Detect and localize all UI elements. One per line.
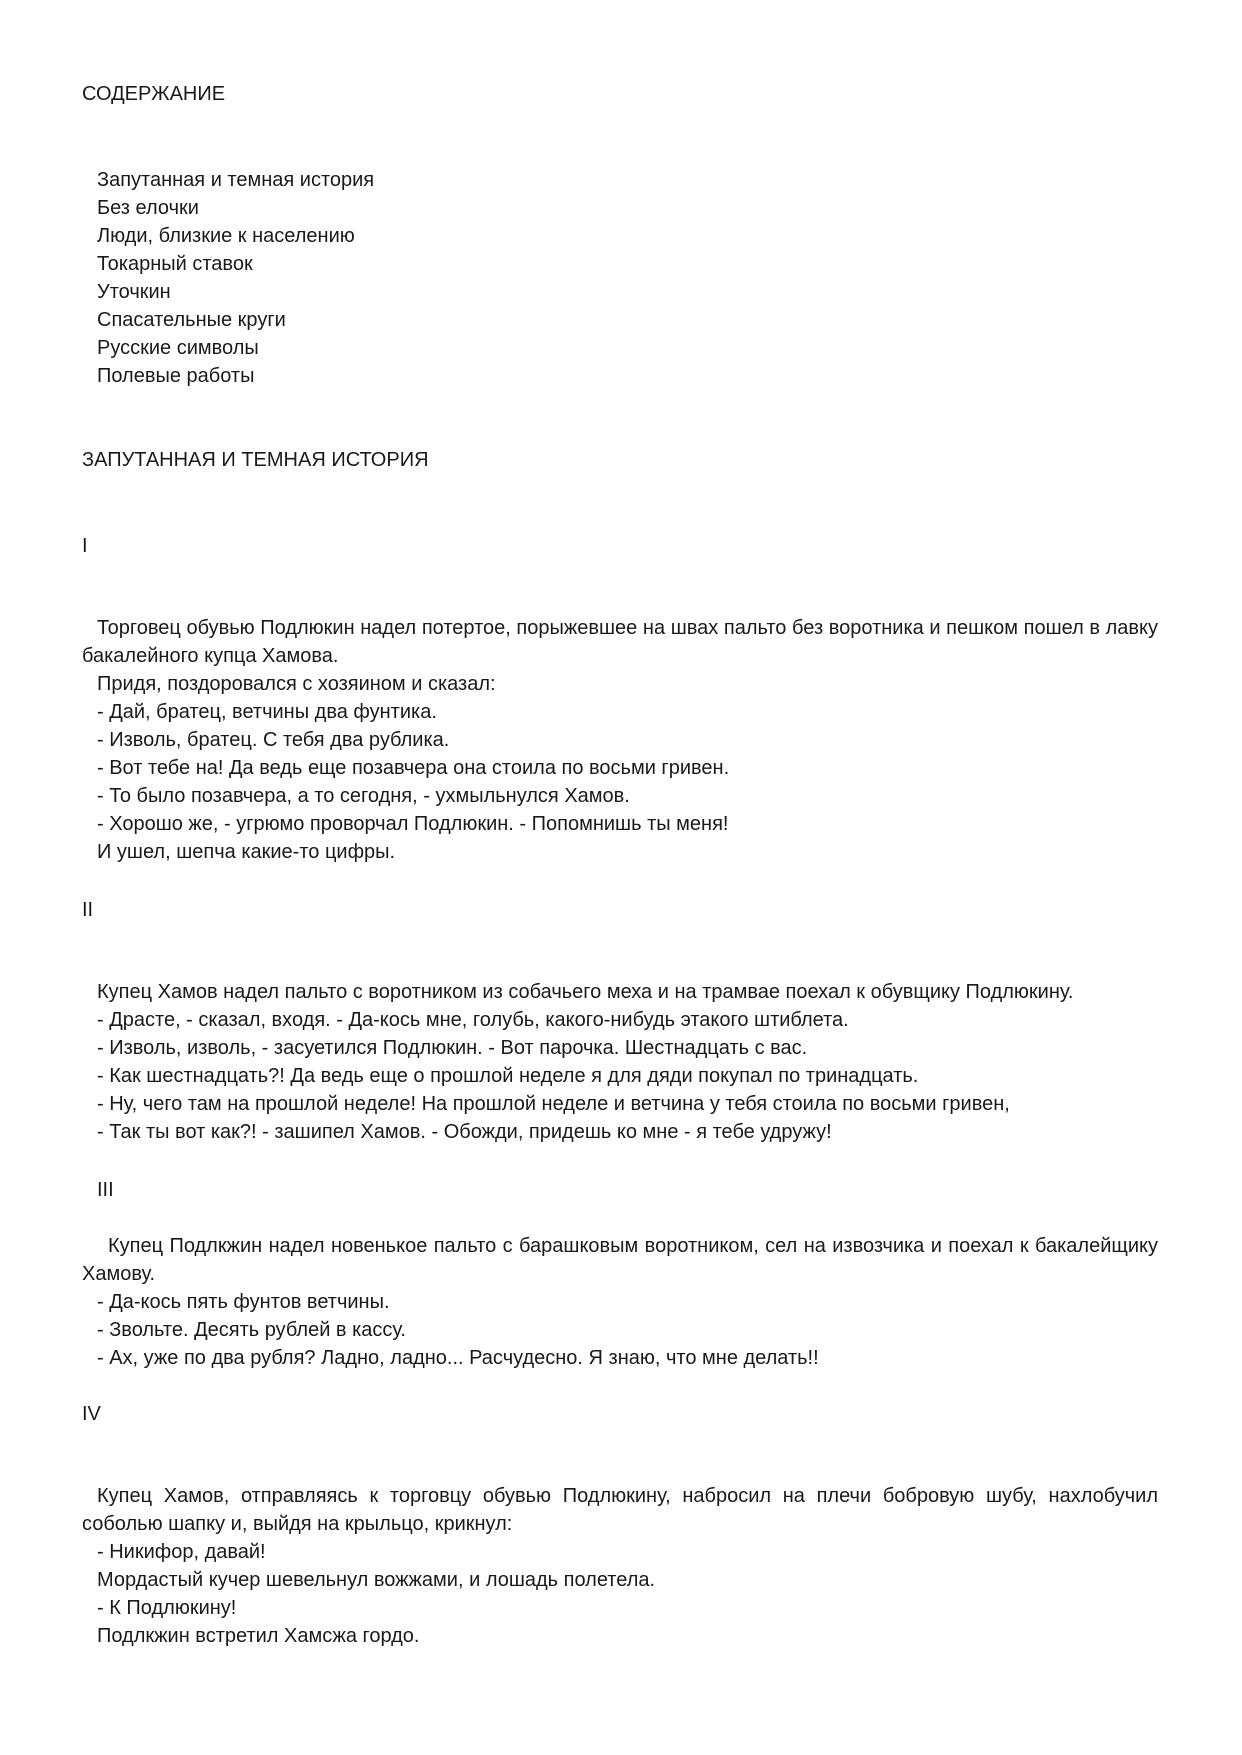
section-numeral-3: III [97, 1179, 114, 1201]
section-4-line-2: Мордастый кучер шевельнул вожжами, и лошадь полетела. [97, 1569, 656, 1591]
section-1-paragraph: Торговец обувью Подлюкин надел потертое, порыжевшее на швах пальто без воротника и пешком пошел в лавку бакалейного купца Хамова. [82, 617, 1158, 667]
toc-item-3: Люди, близкие к населению [97, 225, 355, 247]
section-1-line-4: - Вот тебе на! Да ведь еще позавчера она стоила по восьми гривен. [97, 757, 730, 779]
section-1-line-7: И ушел, шепча какие-то цифры. [97, 841, 396, 863]
story-title: ЗАПУТАННАЯ И ТЕМНАЯ ИСТОРИЯ [82, 449, 429, 471]
section-1-line-6: - Хорошо же, - угрюмо проворчал Подлюкин. - Попомнишь ты меня! [97, 813, 729, 835]
section-3-paragraph: Купец Подлкжин надел новенькое пальто с барашковым воротником, сел на извозчика и поехал к бакалейщику Хамову. [82, 1235, 1158, 1285]
toc-item-7: Русские символы [97, 337, 259, 359]
toc-item-8: Полевые работы [97, 365, 255, 387]
section-4-paragraph: Купец Хамов, отправляясь к торговцу обувью Подлюкину, набросил на плечи бобровую шубу, нахлобучил соболью шапку и, выйдя на крыльцо, крикнул: [82, 1485, 1158, 1535]
section-4-line-3: - К Подлюкину! [97, 1597, 237, 1619]
section-numeral-1: I [82, 535, 88, 557]
section-2-line-4: - Как шестнадцать?! Да ведь еще о прошлой неделе я для дяди покупал по тринадцать. [97, 1065, 919, 1087]
toc-item-2: Без елочки [97, 197, 199, 219]
section-2-line-1: Купец Хамов надел пальто с воротником из собачьего меха и на трамвае поехал к обувщику Подлюкину. [97, 981, 1074, 1003]
section-3-line-3: - Ах, уже по два рубля? Ладно, ладно... Расчудесно. Я знаю, что мне делать!! [97, 1347, 819, 1369]
toc-item-1: Запутанная и темная история [97, 169, 375, 191]
section-4-line-1: - Никифор, давай! [97, 1541, 266, 1563]
section-1-line-5: - То было позавчера, а то сегодня, - ухмыльнулся Хамов. [97, 785, 630, 807]
section-1-line-2: - Дай, братец, ветчины два фунтика. [97, 701, 437, 723]
section-1-line-1: Придя, поздоровался с хозяином и сказал: [97, 673, 496, 695]
section-2-line-2: - Драсте, - сказал, входя. - Да-кось мне, голубь, какого-нибудь этакого штиблета. [97, 1009, 849, 1031]
section-2-line-3: - Изволь, изволь, - засуетился Подлюкин. - Вот парочка. Шестнадцать с вас. [97, 1037, 808, 1059]
section-1-line-3: - Изволь, братец. С тебя два рублика. [97, 729, 450, 751]
section-4-line-4: Подлкжин встретил Хамсжа гордо. [97, 1625, 420, 1647]
section-numeral-2: II [82, 899, 94, 921]
toc-heading: СОДЕРЖАНИЕ [82, 83, 226, 105]
toc-item-4: Токарный ставок [97, 253, 253, 275]
toc-item-5: Уточкин [97, 281, 171, 303]
section-2-line-6: - Так ты вот как?! - зашипел Хамов. - Обожди, придешь ко мне - я тебе удружу! [97, 1121, 832, 1143]
section-2-line-5: - Ну, чего там на прошлой неделе! На прошлой неделе и ветчина у тебя стоила по восьми гривен, [97, 1093, 1010, 1115]
section-numeral-4: IV [82, 1403, 101, 1425]
toc-item-6: Спасательные круги [97, 309, 286, 331]
section-3-line-2: - Звольте. Десять рублей в кассу. [97, 1319, 406, 1341]
section-3-line-1: - Да-кось пять фунтов ветчины. [97, 1291, 390, 1313]
